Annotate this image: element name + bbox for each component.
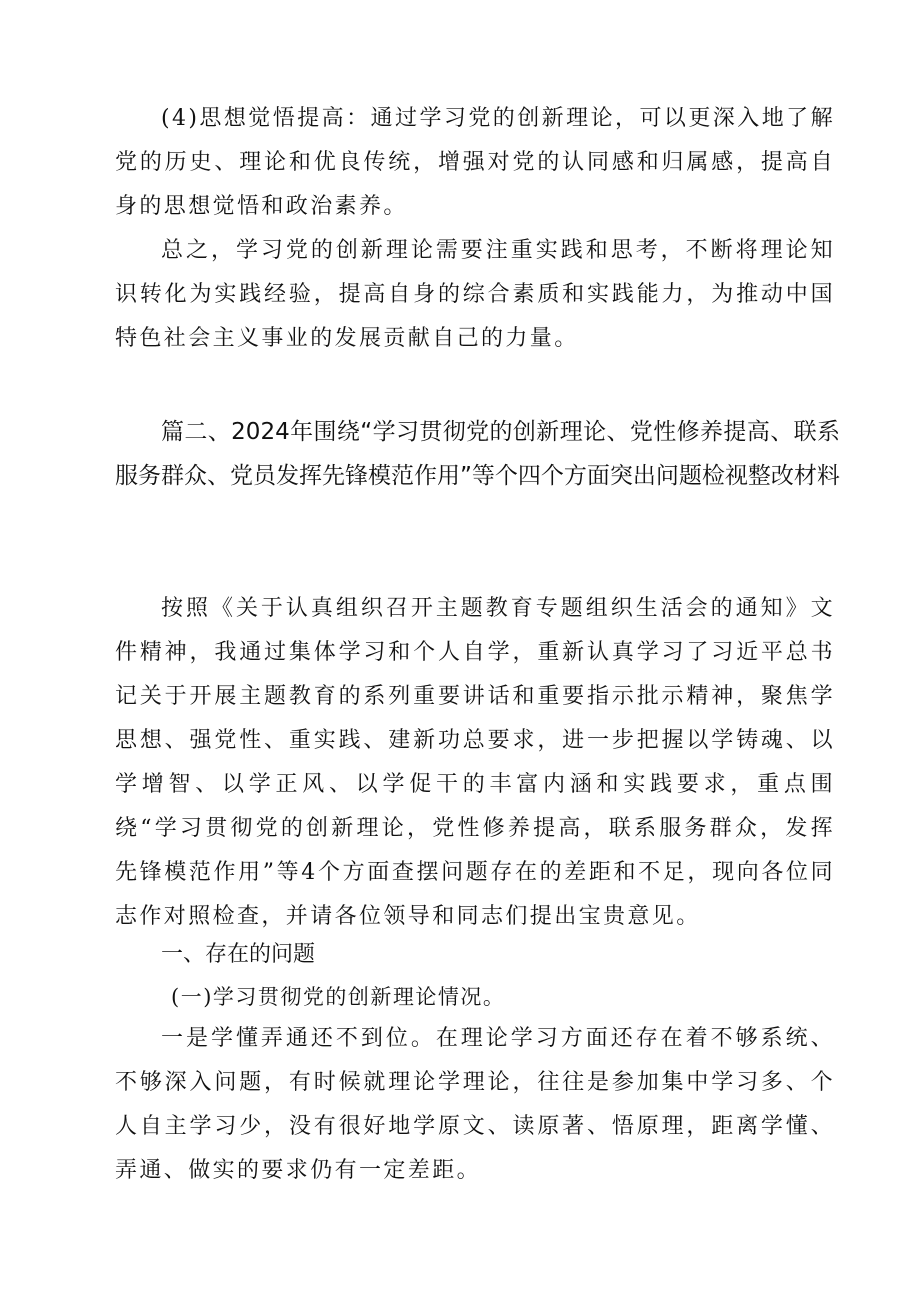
article-two-heading: 篇二、2024年围绕“学习贯彻党的创新理论、党性修养提高、联系服务群众、党员发挥先锋模范作用”等个四个方面突出问题检视整改材料 — [115, 419, 840, 489]
paragraph-thought-improvement: (4)思想觉悟提高：通过学习党的创新理论，可以更深入地了解党的历史、理论和优良传统，增强对党的认同感和归属感，提高自身的思想觉悟和政治素养。 — [115, 106, 835, 219]
paragraph-problem-one: 一是学懂弄通还不到位。在理论学习方面还存在着不够系统、不够深入问题，有时候就理论学理论，往往是参加集中学习多、个人自主学习少，没有很好地学原文、读原著、悟原理，距离学懂、弄通、做实的要求仍有一定差距。 — [115, 1026, 835, 1183]
paragraph-summary: 总之，学习党的创新理论需要注重实践和思考，不断将理论知识转化为实践经验，提高自身的综合素质和实践能力，为推动中国特色社会主义事业的发展贡献自己的力量。 — [115, 238, 835, 351]
section-heading-existing-problems: 一、存在的问题 — [161, 942, 316, 967]
subsection-heading-theory-study: (一)学习贯彻党的创新理论情况。 — [171, 985, 506, 1009]
paragraph-introduction: 按照《关于认真组织召开主题教育专题组织生活会的通知》文件精神，我通过集体学习和个人自学，重新认真学习了习近平总书记关于开展主题教育的系列重要讲话和重要指示批示精神，聚焦学思想、强党性、重实践、建新功总要求，进一步把握以学铸魂、以学增智、以学正风、以学促干的丰富内涵和实践要求，重点围绕“学习贯彻党的创新理论，党性修养提高，联系服务群众，发挥先锋模范作用”等4个方面查摆问题存在的差距和不足，现向各位同志作对照检查，并请各位领导和同志们提出宝贵意见。 — [115, 596, 835, 929]
